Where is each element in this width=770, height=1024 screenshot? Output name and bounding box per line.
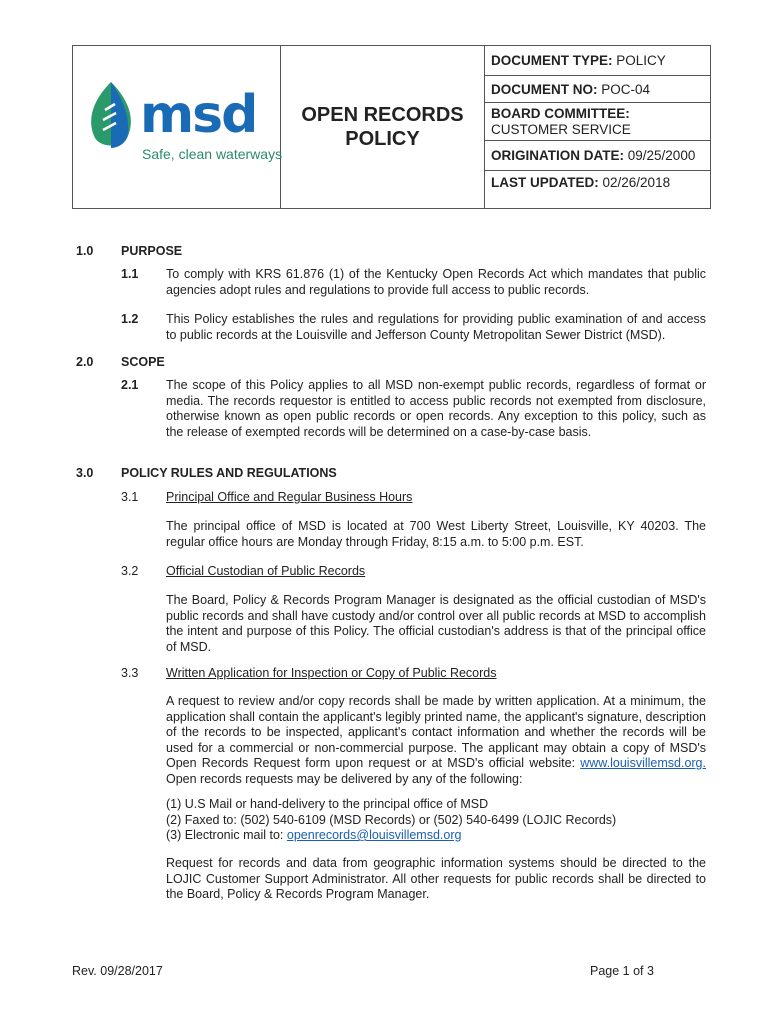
list-item xyxy=(166,828,616,844)
logo-tagline: Safe, clean waterways xyxy=(142,146,283,162)
website-link[interactable]: www.louisvillemsd.org. xyxy=(580,756,706,770)
clause-3-3-number: 3.3 xyxy=(121,666,139,680)
revision-date: Rev. 09/28/2017 xyxy=(72,964,163,978)
list-item: (2) Faxed to: (502) 540-6109 (MSD Records) or (502) 540-6499 (LOJIC Records) xyxy=(166,812,617,827)
clause-3-3-text-a: A request to review and/or copy records shall be made by written application. At a minimum, the application shall contain the applicant's legibly printed name, the applicant's signature, description of the records to be inspected, applicant's contact information and whether the records will be used for a commercial or non-commercial purpose. The applicant may obtain a copy of MSD's Open Records Request form upon request or at MSD's official website: xyxy=(166,694,706,770)
last-updated-label: LAST UPDATED: xyxy=(491,175,599,190)
clause-2-1-text: The scope of this Policy applies to all MSD non-exempt public records, regardless of format or media. The records requestor is entitled to access public records not exempted from disclosure, otherwise known as open public records or open records. Any exception to this policy, such as the release of exempted records will be determined on a case-by-case basis. xyxy=(166,378,706,439)
document-type-value: POLICY xyxy=(616,53,666,68)
clause-2-1-number: 2.1 xyxy=(121,378,139,392)
origination-date-value: 09/25/2000 xyxy=(627,148,696,163)
delivery-methods-list xyxy=(166,797,616,844)
document-info xyxy=(485,46,710,208)
leaf-icon xyxy=(85,80,137,152)
logo-cell xyxy=(73,46,281,208)
clause-1-1-number: 1.1 xyxy=(121,267,139,281)
section-2-title: SCOPE xyxy=(121,355,165,369)
last-updated-value: 02/26/2018 xyxy=(602,175,671,190)
clause-3-3-text xyxy=(166,694,706,787)
document-title: OPEN RECORDS POLICY xyxy=(301,104,464,150)
origination-date-label: ORIGINATION DATE: xyxy=(491,148,624,163)
board-committee-label: BOARD COMMITTEE: xyxy=(491,105,630,121)
clause-3-2-text: The Board, Policy & Records Program Manager is designated as the official custodian of MSD's public records and shall have custody and/or control over all public records at MSD to accomplish the intent and purpose of this Policy. The official custodian's address is that of the principal office of MSD. xyxy=(166,593,706,654)
clause-3-2-number: 3.2 xyxy=(121,564,139,578)
document-no-label: DOCUMENT NO: xyxy=(491,81,598,97)
clause-3-1-heading: Principal Office and Regular Business Hours xyxy=(166,490,413,504)
document-no-value: POC-04 xyxy=(601,81,651,97)
clause-1-1-text: To comply with KRS 61.876 (1) of the Kentucky Open Records Act which mandates that public agencies adopt rules and regulations to provide full access to public records. xyxy=(166,267,706,297)
clause-1-2-text: This Policy establishes the rules and regulations for providing public examination of and access to public records at the Louisville and Jefferson County Metropolitan Sewer District (MSD). xyxy=(166,312,706,342)
logo-wordmark: msd xyxy=(140,85,257,145)
page-number: Page 1 of 3 xyxy=(590,964,654,978)
clause-3-3-text-b: Open records requests may be delivered by any of the following: xyxy=(166,771,523,786)
clause-1-2-number: 1.2 xyxy=(121,312,139,326)
last-updated-row xyxy=(485,171,710,208)
board-committee-row xyxy=(485,103,710,141)
clause-3-1-number: 3.1 xyxy=(121,490,139,504)
email-link[interactable]: openrecords@louisvillemsd.org xyxy=(286,828,462,842)
section-3-title: POLICY RULES AND REGULATIONS xyxy=(121,466,337,480)
section-2-number: 2.0 xyxy=(76,355,94,369)
document-header xyxy=(72,45,711,209)
section-1-number: 1.0 xyxy=(76,244,94,258)
clause-3-3-closing-text: Request for records and data from geographic information systems should be directed to the LOJIC Customer Support Administrator. All other requests for public records shall be directed to the Board, Policy & Records Program Manager. xyxy=(166,856,706,901)
clause-3-1-text: The principal office of MSD is located at 700 West Liberty Street, Louisville, KY 40203. The regular office hours are Monday through Friday, 8:15 a.m. to 5:00 p.m. EST. xyxy=(166,519,706,549)
msd-logo xyxy=(85,85,283,166)
clause-3-2-heading: Official Custodian of Public Records xyxy=(166,564,366,578)
board-committee-value: CUSTOMER SERVICE xyxy=(491,121,631,137)
section-1-title: PURPOSE xyxy=(121,244,183,258)
origination-date-row xyxy=(485,141,710,171)
section-3-number: 3.0 xyxy=(76,466,94,480)
title-cell xyxy=(281,46,485,208)
email-prefix: (3) Electronic mail to: xyxy=(166,828,284,842)
document-type-row xyxy=(485,46,710,76)
document-type-label: DOCUMENT TYPE: xyxy=(491,53,613,68)
clause-3-3-heading: Written Application for Inspection or Copy of Public Records xyxy=(166,666,497,680)
document-no-row xyxy=(485,76,710,103)
list-item: (1) U.S Mail or hand-delivery to the principal office of MSD xyxy=(166,797,489,811)
